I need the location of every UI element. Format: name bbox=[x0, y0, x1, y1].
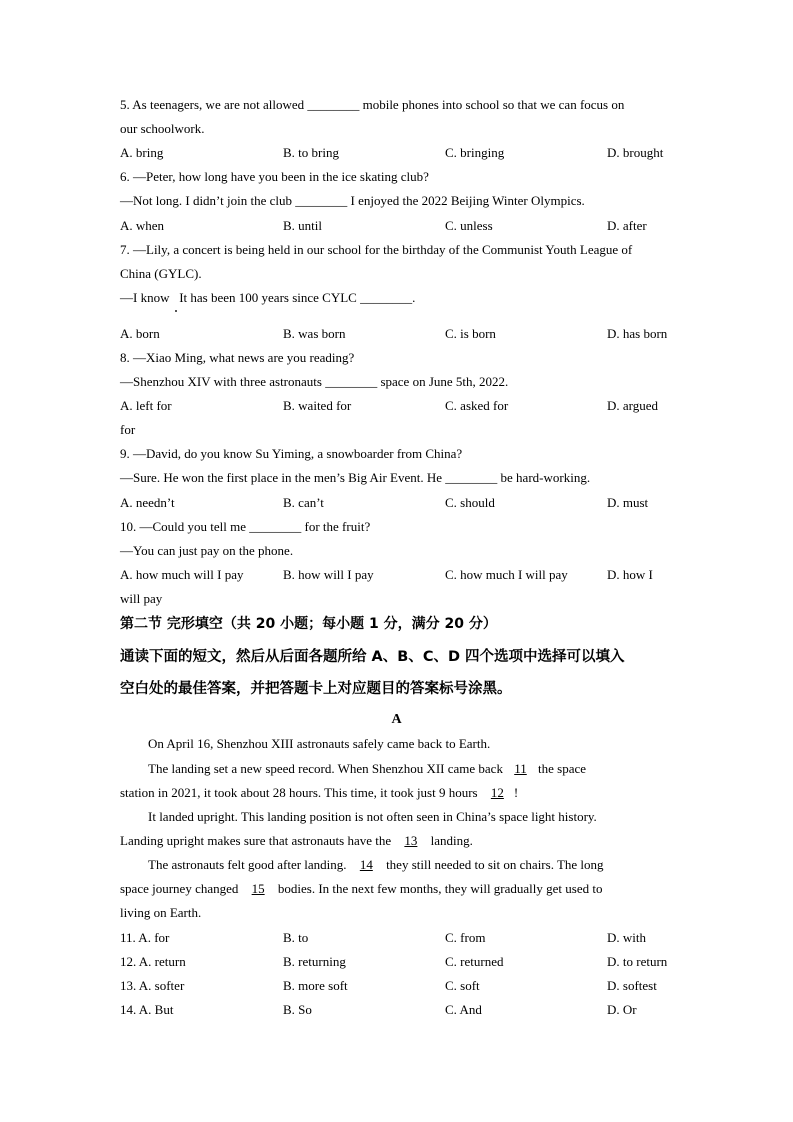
q10-option-d: D. how I bbox=[607, 567, 653, 582]
q10-option-d-wrap: will pay bbox=[120, 591, 163, 606]
q5-option-c: C. bringing bbox=[445, 145, 505, 160]
q14-option-d: D. Or bbox=[607, 1002, 637, 1017]
q6-option-c: C. unless bbox=[445, 218, 493, 233]
passage-paragraph-4-line-2: space journey changed 15 bodies. In the next few months, they will gradually get used to bbox=[120, 881, 603, 896]
passage-paragraph-4-line-3: living on Earth. bbox=[120, 905, 202, 920]
passage-title: A bbox=[391, 712, 402, 727]
section-instruction-2: 空白处的最佳答案，并把答题卡上对应题目的答案标号涂黑。 bbox=[120, 681, 512, 697]
question-5-text: 5. As teenagers, we are not allowed ________ mobile phones into school so that we can focus on bbox=[120, 97, 625, 112]
q8-option-c: C. asked for bbox=[445, 398, 509, 413]
blank-12: 12 bbox=[490, 785, 504, 800]
q5-option-b: B. to bring bbox=[283, 145, 339, 160]
question-7-text: 7. —Lily, a concert is being held in our school for the birthday of the Communist Youth League of bbox=[120, 242, 633, 257]
blank-11: 11 bbox=[514, 761, 527, 776]
q8-option-d-wrap: for bbox=[120, 422, 136, 437]
q6-option-d: D. after bbox=[607, 218, 647, 233]
q10-option-b: B. how will I pay bbox=[283, 567, 374, 582]
q6-option-a: A. when bbox=[120, 218, 165, 233]
passage-paragraph-4-line-1: The astronauts felt good after landing. 14 they still needed to sit on chairs. The long bbox=[148, 857, 604, 872]
question-9-text: 9. —David, do you know Su Yiming, a snowboarder from China? bbox=[120, 446, 463, 461]
passage-paragraph-2-line-1: The landing set a new speed record. When Shenzhou XII came back 11 the space bbox=[148, 761, 587, 776]
question-7-reply: —I know It has been 100 years since CYLC ________. bbox=[120, 290, 416, 305]
question-8-text: 8. —Xiao Ming, what news are you reading? bbox=[120, 350, 355, 365]
q14-option-a: 14. A. But bbox=[120, 1002, 174, 1017]
q7-option-d: D. has born bbox=[607, 326, 668, 341]
passage-paragraph-1: On April 16, Shenzhou XIII astronauts safely came back to Earth. bbox=[148, 736, 491, 751]
q8-option-b: B. waited for bbox=[283, 398, 352, 413]
stray-dot bbox=[175, 310, 177, 312]
passage-paragraph-3-line-2: Landing upright makes sure that astronauts have the 13 landing. bbox=[120, 833, 473, 848]
q5-option-d: D. brought bbox=[607, 145, 664, 160]
q11-option-b: B. to bbox=[283, 930, 309, 945]
q7-option-c: C. is born bbox=[445, 326, 496, 341]
q13-option-b: B. more soft bbox=[283, 978, 348, 993]
section-instruction-1: 通读下面的短文，然后从后面各题所给 A、B、C、D 四个选项中选择可以填入 bbox=[120, 649, 625, 665]
q14-option-b: B. So bbox=[283, 1002, 312, 1017]
question-6-reply: —Not long. I didn’t join the club ________ I enjoyed the 2022 Beijing Winter Olympics. bbox=[120, 193, 585, 208]
question-10-text: 10. —Could you tell me ________ for the fruit? bbox=[120, 519, 371, 534]
question-10-reply: —You can just pay on the phone. bbox=[120, 543, 294, 558]
q5-option-a: A. bring bbox=[120, 145, 164, 160]
q12-option-d: D. to return bbox=[607, 954, 668, 969]
q6-option-b: B. until bbox=[283, 218, 323, 233]
q13-option-c: C. soft bbox=[445, 978, 480, 993]
question-7-text-cont: China (GYLC). bbox=[120, 266, 202, 281]
question-9-reply: —Sure. He won the first place in the men’s Big Air Event. He ________ be hard-working. bbox=[120, 470, 591, 485]
q8-option-a: A. left for bbox=[120, 398, 172, 413]
q11-option-d: D. with bbox=[607, 930, 646, 945]
q9-option-a: A. needn’t bbox=[120, 495, 175, 510]
q12-option-b: B. returning bbox=[283, 954, 346, 969]
question-6-text: 6. —Peter, how long have you been in the ice skating club? bbox=[120, 169, 429, 184]
question-8-reply: —Shenzhou XIV with three astronauts ________ space on June 5th, 2022. bbox=[120, 374, 509, 389]
q10-option-a: A. how much will I pay bbox=[120, 567, 244, 582]
q12-option-c: C. returned bbox=[445, 954, 504, 969]
q11-option-a: 11. A. for bbox=[120, 930, 170, 945]
blank-13: 13 bbox=[404, 833, 418, 848]
q11-option-c: C. from bbox=[445, 930, 486, 945]
q13-option-d: D. softest bbox=[607, 978, 657, 993]
q9-option-c: C. should bbox=[445, 495, 495, 510]
q9-option-d: D. must bbox=[607, 495, 649, 510]
blank-15: 15 bbox=[251, 881, 265, 896]
passage-paragraph-3-line-1: It landed upright. This landing position is not often seen in China’s space light history. bbox=[148, 809, 597, 824]
q12-option-a: 12. A. return bbox=[120, 954, 186, 969]
blank-14: 14 bbox=[359, 857, 373, 872]
q13-option-a: 13. A. softer bbox=[120, 978, 185, 993]
q8-option-d: D. argued bbox=[607, 398, 659, 413]
q10-option-c: C. how much I will pay bbox=[445, 567, 568, 582]
section-title: 第二节 完形填空（共 20 小题；每小题 1 分，满分 20 分） bbox=[120, 616, 497, 632]
q7-option-a: A. born bbox=[120, 326, 160, 341]
q7-option-b: B. was born bbox=[283, 326, 346, 341]
question-5-text-cont: our schoolwork. bbox=[120, 121, 205, 136]
q14-option-c: C. And bbox=[445, 1002, 482, 1017]
passage-paragraph-2-line-2: station in 2021, it took about 28 hours. This time, it took just 9 hours 12 ! bbox=[120, 785, 519, 800]
q9-option-b: B. can’t bbox=[283, 495, 324, 510]
